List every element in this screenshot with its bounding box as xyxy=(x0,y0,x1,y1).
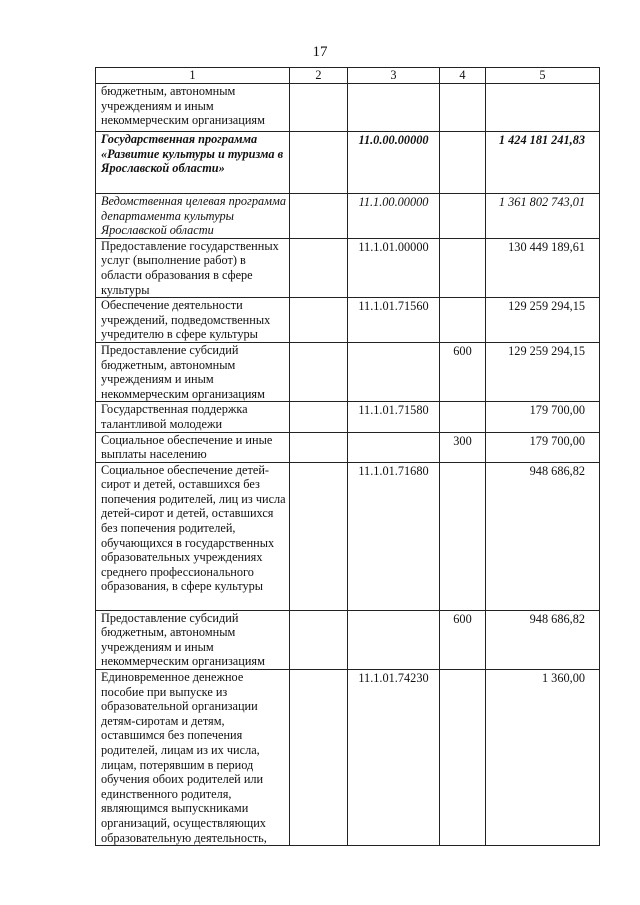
row-sum-cell: 1 424 181 241,83 xyxy=(486,132,600,194)
row-kvr-cell xyxy=(440,670,486,846)
row-col2-cell xyxy=(290,610,348,669)
row-kvr-cell xyxy=(440,402,486,432)
row-code-cell xyxy=(348,84,440,132)
row-code-cell xyxy=(348,610,440,669)
row-col2-cell xyxy=(290,132,348,194)
table-row xyxy=(96,298,600,343)
row-code-cell xyxy=(348,432,440,462)
row-code-cell: 11.1.00.00000 xyxy=(348,194,440,239)
header-col-2: 2 xyxy=(290,68,348,84)
table-row xyxy=(96,194,600,239)
header-row xyxy=(96,68,600,84)
row-col2-cell xyxy=(290,462,348,610)
row-col2-cell xyxy=(290,670,348,846)
row-kvr-cell xyxy=(440,462,486,610)
row-name-cell: Обеспечение деятельности учреждений, подведомственных учредителю в сфере культуры xyxy=(96,298,290,343)
row-name-cell: Государственная поддержка талантливой молодежи xyxy=(96,402,290,432)
row-name-cell: Ведомственная целевая программа департамента культуры Ярославской области xyxy=(96,194,290,239)
row-col2-cell xyxy=(290,432,348,462)
row-code-cell: 11.1.01.00000 xyxy=(348,238,440,297)
row-col2-cell xyxy=(290,402,348,432)
row-sum-cell: 129 259 294,15 xyxy=(486,342,600,401)
row-name-cell: Предоставление субсидий бюджетным, автономным учреждениям и иным некоммерческим организациям xyxy=(96,342,290,401)
row-sum-cell: 130 449 189,61 xyxy=(486,238,600,297)
row-kvr-cell xyxy=(440,194,486,239)
table-row xyxy=(96,462,600,610)
header-col-3: 3 xyxy=(348,68,440,84)
header-col-5: 5 xyxy=(486,68,600,84)
row-sum-cell: 1 360,00 xyxy=(486,670,600,846)
row-kvr-cell xyxy=(440,84,486,132)
row-code-cell: 11.1.01.71680 xyxy=(348,462,440,610)
table-row xyxy=(96,670,600,846)
header-col-1: 1 xyxy=(96,68,290,84)
row-col2-cell xyxy=(290,238,348,297)
row-sum-cell: 1 361 802 743,01 xyxy=(486,194,600,239)
row-col2-cell xyxy=(290,194,348,239)
row-sum-cell: 179 700,00 xyxy=(486,402,600,432)
page-number: 17 xyxy=(312,44,328,60)
row-kvr-cell: 600 xyxy=(440,610,486,669)
row-name-cell: Предоставление субсидий бюджетным, автономным учреждениям и иным некоммерческим организациям xyxy=(96,610,290,669)
row-sum-cell: 948 686,82 xyxy=(486,462,600,610)
table-row xyxy=(96,238,600,297)
row-name-cell: Единовременное денежное пособие при выпуске из образовательной организации детям-сиротам и детям, оставшимся без попечения родителей, лицам из их числа, лицам, потерявшим в период обучения обоих родителей или единственного родителя, являющимся выпускниками организаций, осуществляющих образовательную деятельность, xyxy=(96,670,290,846)
row-sum-cell xyxy=(486,84,600,132)
table-row xyxy=(96,610,600,669)
row-sum-cell: 179 700,00 xyxy=(486,432,600,462)
row-kvr-cell xyxy=(440,132,486,194)
row-col2-cell xyxy=(290,84,348,132)
row-col2-cell xyxy=(290,342,348,401)
row-code-cell: 11.0.00.00000 xyxy=(348,132,440,194)
row-kvr-cell: 300 xyxy=(440,432,486,462)
row-name-cell: Социальное обеспечение и иные выплаты населению xyxy=(96,432,290,462)
row-name-cell: Предоставление государственных услуг (выполнение работ) в области образования в сфере культуры xyxy=(96,238,290,297)
row-sum-cell: 948 686,82 xyxy=(486,610,600,669)
row-name-cell: Государственная программа «Развитие культуры и туризма в Ярославской области» xyxy=(96,132,290,194)
row-code-cell xyxy=(348,342,440,401)
row-name-cell: Социальное обеспечение детей-сирот и детей, оставшихся без попечения родителей, лиц из числа детей-сирот и детей, оставшихся без попечения родителей, обучающихся в государственных образовательных учреждениях среднего профессионального образования, в сфере культуры xyxy=(96,462,290,610)
row-code-cell: 11.1.01.71580 xyxy=(348,402,440,432)
budget-table xyxy=(95,67,600,846)
row-col2-cell xyxy=(290,298,348,343)
row-kvr-cell: 600 xyxy=(440,342,486,401)
table-row xyxy=(96,432,600,462)
row-kvr-cell xyxy=(440,298,486,343)
row-kvr-cell xyxy=(440,238,486,297)
row-name-cell: бюджетным, автономным учреждениям и иным некоммерческим организациям xyxy=(96,84,290,132)
row-code-cell: 11.1.01.71560 xyxy=(348,298,440,343)
table-row xyxy=(96,402,600,432)
table-row xyxy=(96,132,600,194)
header-col-4: 4 xyxy=(440,68,486,84)
table-row xyxy=(96,342,600,401)
row-code-cell: 11.1.01.74230 xyxy=(348,670,440,846)
row-sum-cell: 129 259 294,15 xyxy=(486,298,600,343)
table-row xyxy=(96,84,600,132)
